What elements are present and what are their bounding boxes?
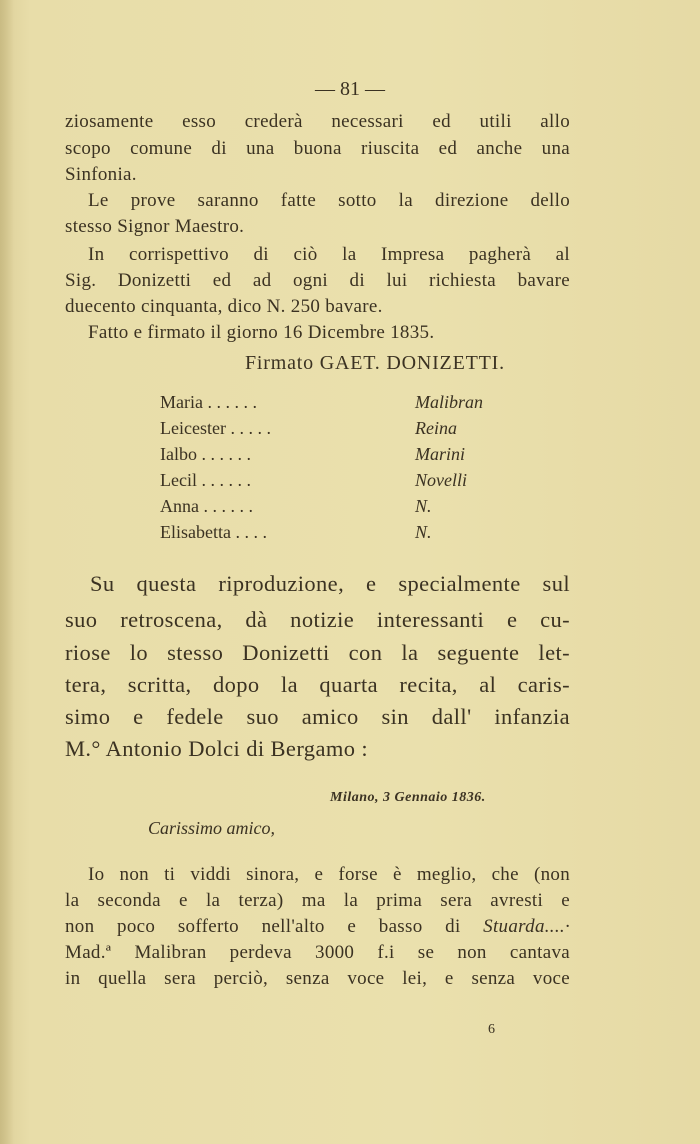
paragraph-line: tera, scritta, dopo la quarta recita, al caris- bbox=[65, 672, 570, 697]
text-line: ziosamente esso crederà necessari ed utili allo bbox=[65, 111, 570, 132]
cast-row bbox=[160, 416, 457, 440]
letter-line-text: non poco sofferto nell'alto e basso di bbox=[65, 916, 484, 937]
page-edge-shadow bbox=[0, 0, 14, 1144]
page-number-header: — 81 — bbox=[315, 78, 385, 100]
cast-singer: Malibran bbox=[415, 392, 484, 412]
cast-role: Ialbo . . . . . . bbox=[160, 444, 251, 464]
cast-row bbox=[160, 520, 432, 544]
cast-row bbox=[160, 494, 432, 518]
cast-role: Anna . . . . . . bbox=[160, 496, 253, 516]
text-line: In corrispettivo di ciò la Impresa pagherà al bbox=[88, 244, 570, 265]
letter-line: Io non ti viddi sinora, e forse è meglio, che (non bbox=[88, 864, 570, 885]
cast-singer: Reina bbox=[415, 418, 457, 438]
paragraph-line: simo e fedele suo amico sin dall' infanzia bbox=[65, 704, 570, 729]
text-line: Fatto e firmato il giorno 16 Dicembre 1835. bbox=[88, 322, 435, 343]
signature-mark: 6 bbox=[488, 1022, 495, 1037]
letter-date: Milano, 3 Gennaio 1836. bbox=[330, 790, 486, 805]
cast-row bbox=[160, 442, 465, 466]
letter-line: in quella sera perciò, senza voce lei, e senza voce bbox=[65, 968, 570, 989]
paragraph-line: riose lo stesso Donizetti con la seguente let- bbox=[65, 640, 570, 665]
text-line: duecento cinquanta, dico N. 250 bavare. bbox=[65, 296, 383, 317]
paragraph-line: M.° Antonio Dolci di Bergamo : bbox=[65, 736, 369, 761]
cast-row bbox=[160, 468, 467, 492]
cast-row bbox=[160, 390, 483, 414]
cast-role: Maria . . . . . . bbox=[160, 392, 257, 412]
cast-role: Lecil . . . . . . bbox=[160, 470, 251, 490]
text-line: scopo comune di una buona riuscita ed anche una bbox=[65, 138, 570, 159]
letter-line: la seconda e la terza) ma la prima sera avresti e bbox=[65, 890, 570, 911]
letter-salutation: Carissimo amico, bbox=[148, 818, 276, 838]
paragraph-line: Su questa riproduzione, e specialmente sul bbox=[90, 571, 570, 596]
opera-title: Stuarda....· bbox=[483, 916, 570, 937]
cast-role: Leicester . . . . . bbox=[160, 418, 271, 438]
text-line: Le prove saranno fatte sotto la direzione dello bbox=[88, 190, 570, 211]
cast-singer: N. bbox=[415, 496, 432, 516]
text-line: Sig. Donizetti ed ad ogni di lui richiesta bavare bbox=[65, 270, 570, 291]
cast-singer: Marini bbox=[415, 444, 466, 464]
text-line: stesso Signor Maestro. bbox=[65, 216, 245, 237]
letter-line: Mad.ª Malibran perdeva 3000 f.i se non cantava bbox=[65, 942, 570, 963]
cast-role: Elisabetta . . . . bbox=[160, 522, 267, 542]
cast-singer: N. bbox=[415, 522, 432, 542]
signature-line: Firmato GAET. DONIZETTI. bbox=[245, 352, 505, 374]
letter-line bbox=[65, 915, 570, 939]
paragraph-line: suo retroscena, dà notizie interessanti e cu- bbox=[65, 607, 570, 632]
cast-singer: Novelli bbox=[415, 470, 467, 490]
text-line: Sinfonia. bbox=[65, 164, 137, 185]
